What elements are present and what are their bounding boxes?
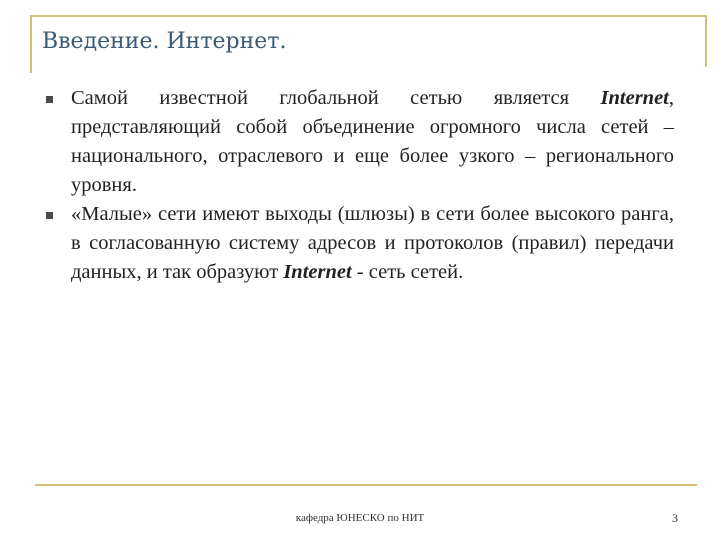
square-bullet-icon <box>46 212 53 219</box>
bullet-text-start: Самой известной глобальной сетью является <box>71 87 601 109</box>
footer-text: кафедра ЮНЕСКО по НИТ <box>295 512 425 524</box>
slide-title: Введение. Интернет. <box>42 29 287 54</box>
bullet-text-start: «Малые» сети имеют выходы (шлюзы) в сети более высокого ранга, в согласованную систему адресов и протоколов (правил) передачи данных, и так образуют <box>71 203 674 283</box>
bullet-item <box>44 200 674 287</box>
bullet-emphasis: Internet <box>283 261 352 283</box>
bullet-list <box>44 84 674 287</box>
page-number: 3 <box>672 511 678 525</box>
square-bullet-icon <box>46 96 53 103</box>
bullet-item <box>44 84 674 200</box>
footer-divider <box>35 484 697 486</box>
bullet-emphasis: Internet <box>600 87 669 109</box>
title-frame-left-line <box>30 15 32 73</box>
bullet-text-end: - сеть сетей. <box>351 261 464 283</box>
bullet-text-end: , представляющий собой объединение огромного числа сетей – национального, отраслевого и еще более узкого – регионального уровня. <box>71 87 674 196</box>
